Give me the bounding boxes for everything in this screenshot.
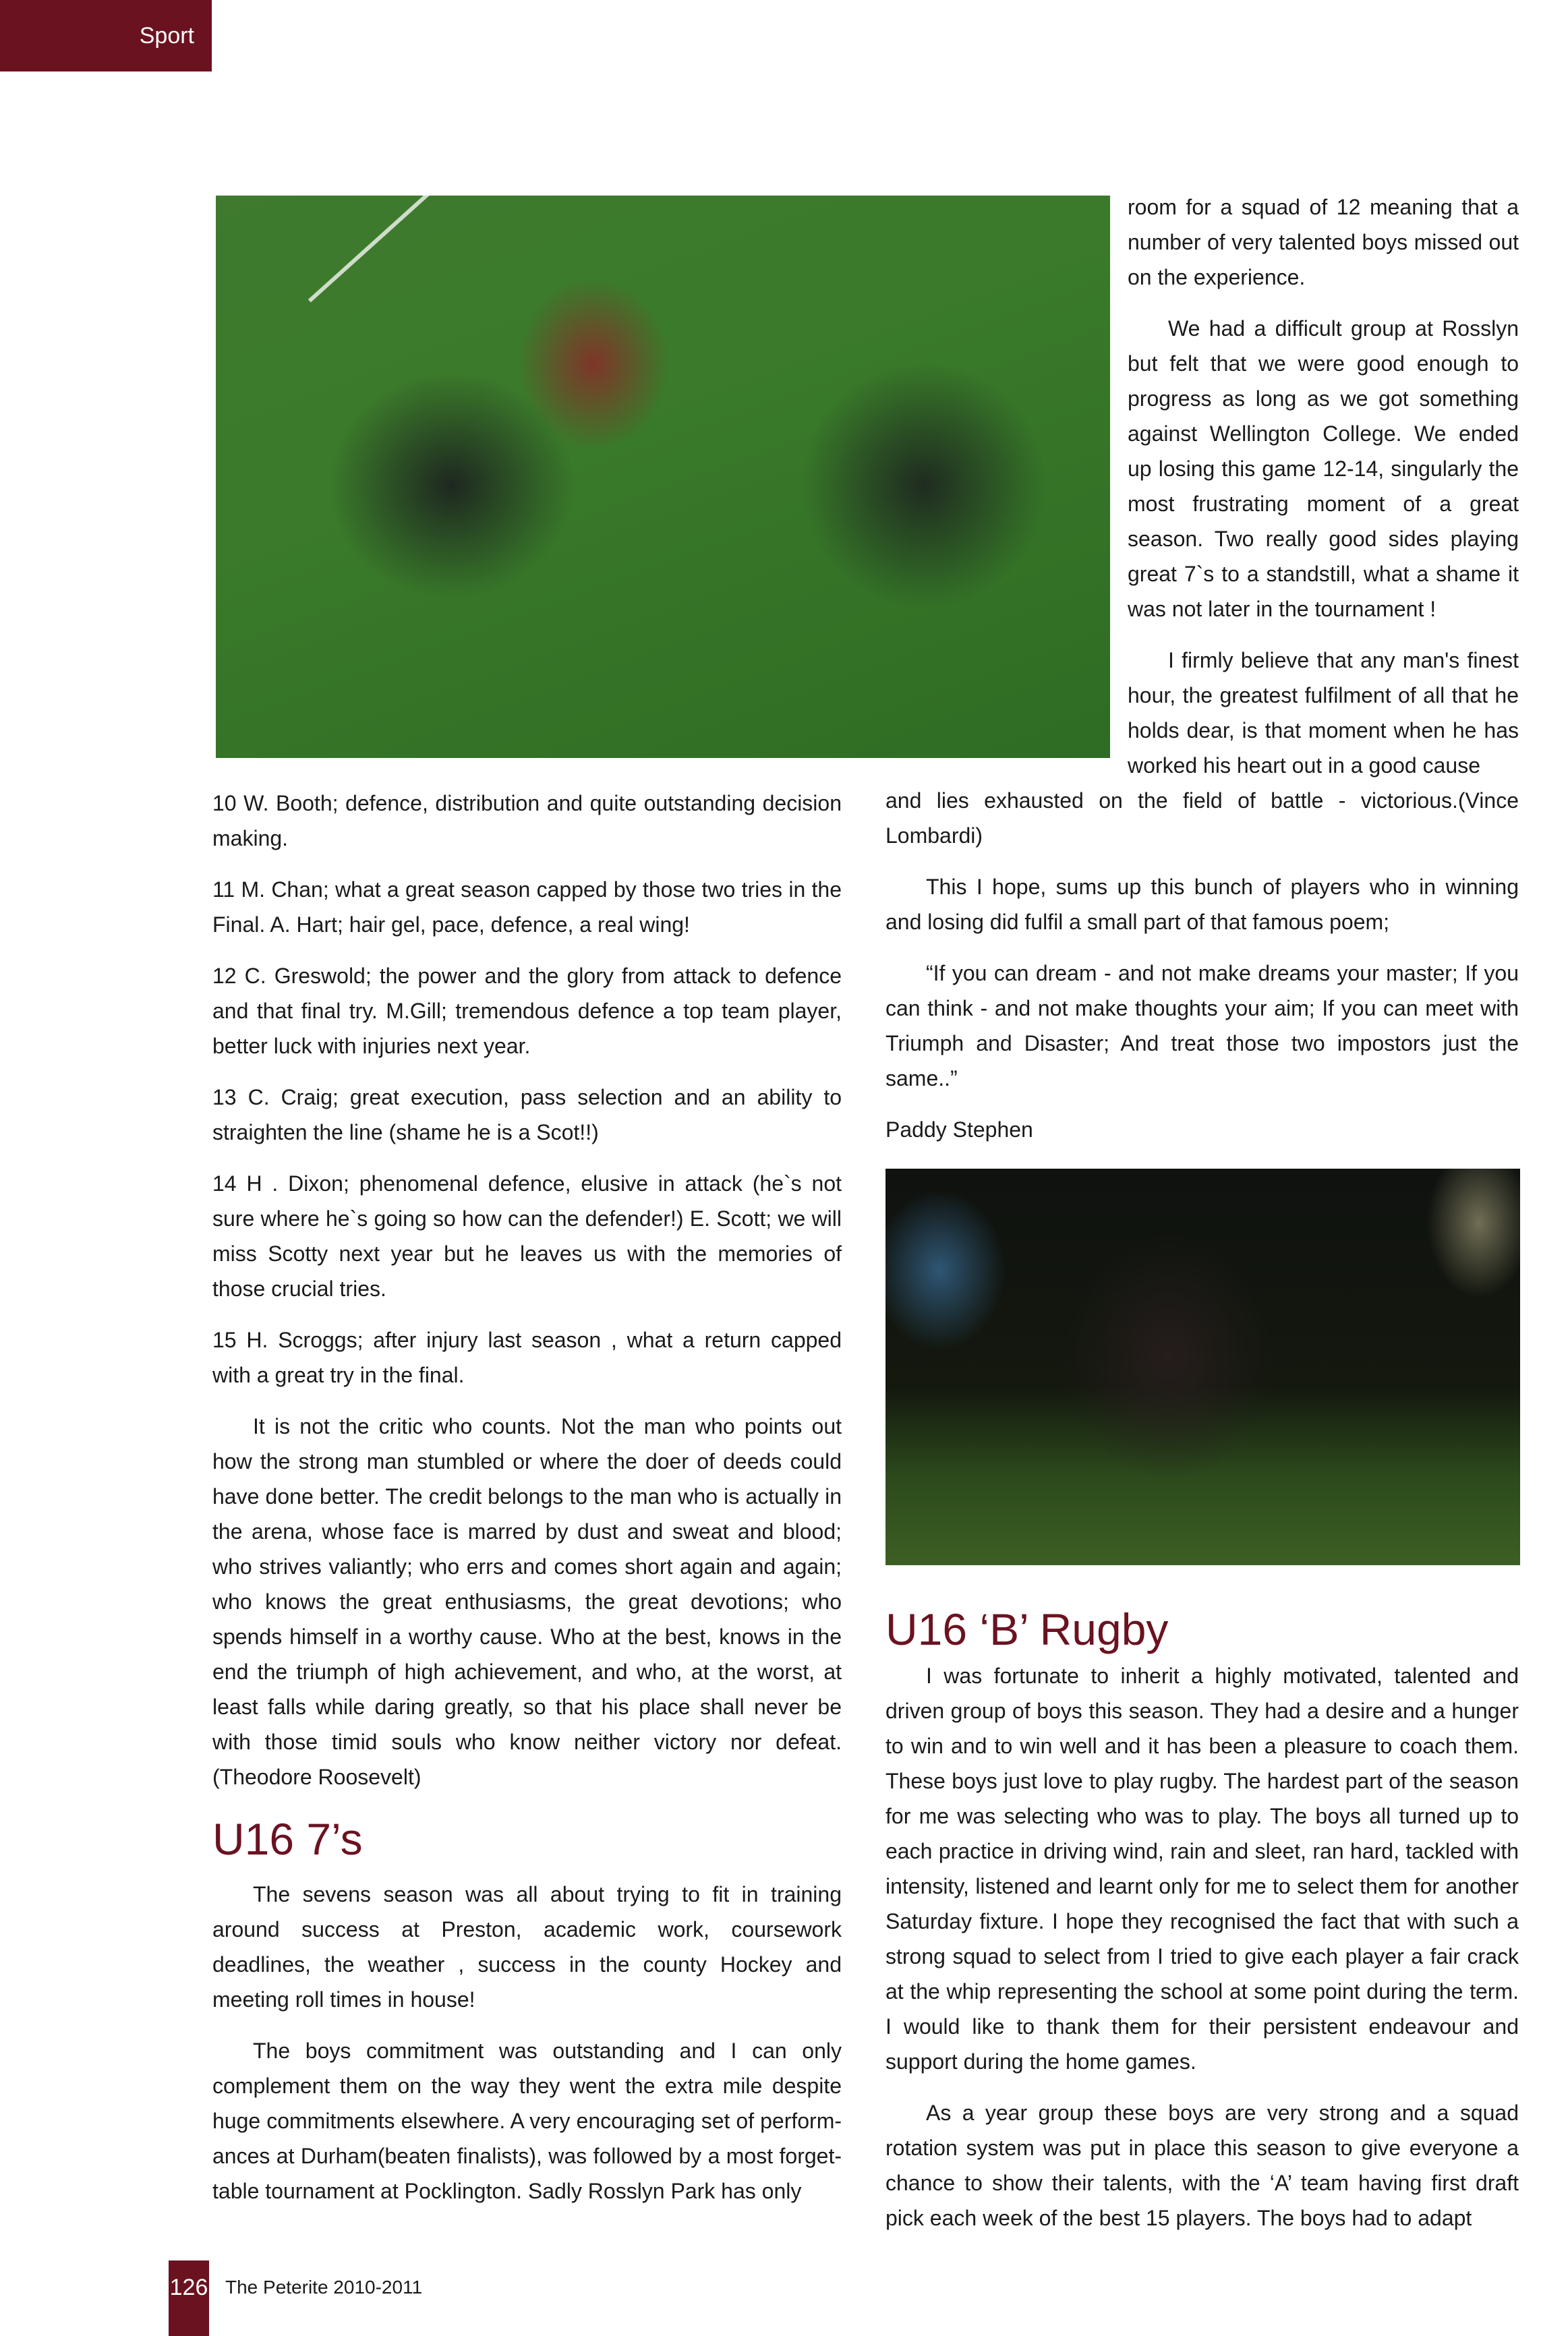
section-heading-u16-sevens: U16 7’s: [212, 1814, 363, 1864]
right-column-top: [1128, 189, 1519, 799]
page-number-box: [169, 2260, 209, 2336]
section-label: Sport: [139, 23, 194, 49]
paragraph: We had a difficult group at Rosslyn but felt that we were good enough to progress as long as we got something against Wellington College. We ended up losing this game 12-14, singularly the most frustrating moment of a great season. Two really good sides playing great 7`s to a standstill, what a shame it was not later in the tournament !: [1128, 316, 1519, 621]
publication-title: The Peterite 2010-2011: [225, 2277, 423, 2298]
paragraph: The boys commitment was outstanding and I can only complement them on the way they went the extra mile despite huge commitments elsewhere. A very encouraging set of perform- ances at Durham(beaten finalists), was followed by a most forget- table tournament at Pocklington. Sadly Rosslyn Park has only: [212, 2039, 842, 2203]
page-number: 126: [169, 2275, 208, 2300]
poem-quote: “If you can dream - and not make dreams your master; If you can think - and not make thoughts your aim; If you can meet with Triumph and Disaster; And treat those two impostors just the same..”: [885, 961, 1519, 1090]
player-note: 12 C. Greswold; the power and the glory from attack to defence and that final try. M.Gill; tremendous defence a top team player, better luck with injuries next year.: [212, 964, 842, 1058]
pitch-line: [308, 196, 441, 302]
player-note: 15 H. Scroggs; after injury last season , what a return capped with a great try in the final.: [212, 1328, 842, 1387]
paragraph: I firmly believe that any man's finest hour, the greatest fulfilment of all that he holds dear, is that moment when he has worked his heart out in a good cause: [1128, 648, 1519, 778]
author-signature: Paddy Stephen: [885, 1117, 1033, 1142]
paragraph: The sevens season was all about trying to fit in training around success at Preston, academic work, coursework deadlines, the weather , success in the county Hockey and meeting roll times in house!: [212, 1882, 842, 2012]
paragraph: and lies exhausted on the field of battle - victorious.(Vince Lombardi): [885, 788, 1519, 848]
player-note: 10 W. Booth; defence, distribution and quite outstanding decision making.: [212, 791, 842, 850]
rugby-match-photo-day: [216, 196, 1110, 758]
player-note: 14 H . Dixon; phenomenal defence, elusive in attack (he`s not sure where he`s going so how can the defender!) E. Scott; we will miss Scotty next year but he leaves us with the memories of those crucial tries.: [212, 1171, 842, 1301]
paragraph: room for a squad of 12 meaning that a number of very talented boys missed out on the experience.: [1128, 195, 1519, 289]
rugby-match-photo-night: [885, 1169, 1520, 1565]
paragraph: I was fortunate to inherit a highly motivated, talented and driven group of boys this season. They had a desire and a hunger to win and to win well and it has been a pleasure to coach them. These boys just love to play rugby. The hardest part of the season for me was selecting who was to play. The boys all turned up to each practice in driving wind, rain and sleet, ran hard, tackled with intensity, listened and learnt only for me to select them for another Saturday fixture. I hope they recognised the fact that with such a strong squad to select from I tried to give each player a fair crack at the whip representing the school at some point during the term. I would like to thank them for their persistent endeavour and support during the home games.: [885, 1664, 1519, 2074]
roosevelt-quote: It is not the critic who counts. Not the man who points out how the strong man stumbled or where the doer of deeds could have done better. The credit belongs to the man who is actually in the arena, whose face is marred by dust and sweat and blood; who strives valiantly; who errs and comes short again and again; who knows the great enthusiasms, the great devotions; who spends himself in a worthy cause. Who at the best, knows in the end the triumph of high achievement, and who, at the worst, at least falls while daring greatly, so that his place shall never be with those timid souls who know neither victory nor defeat. (Theodore Roosevelt): [212, 1414, 842, 1789]
left-column: [212, 786, 842, 2225]
section-tab: [0, 0, 212, 71]
player-note: 11 M. Chan; what a great season capped by those two tries in the Final. A. Hart; hair gel, pace, defence, a real wing!: [212, 877, 842, 937]
right-column-bottom: [885, 1658, 1519, 2252]
paragraph: As a year group these boys are very strong and a squad rotation system was put in place this season to give everyone a chance to show their talents, with the ‘A’ team having first draft pick each week of the best 15 players. The boys had to adapt: [885, 2101, 1519, 2230]
paragraph: This I hope, sums up this bunch of players who in winning and losing did fulfil a small part of that famous poem;: [885, 875, 1519, 934]
right-column-middle: [885, 783, 1519, 1163]
section-heading-u16-b-rugby: U16 ‘B’ Rugby: [885, 1604, 1169, 1654]
player-note: 13 C. Craig; great execution, pass selection and an ability to straighten the line (shame he is a Scot!!): [212, 1085, 842, 1144]
